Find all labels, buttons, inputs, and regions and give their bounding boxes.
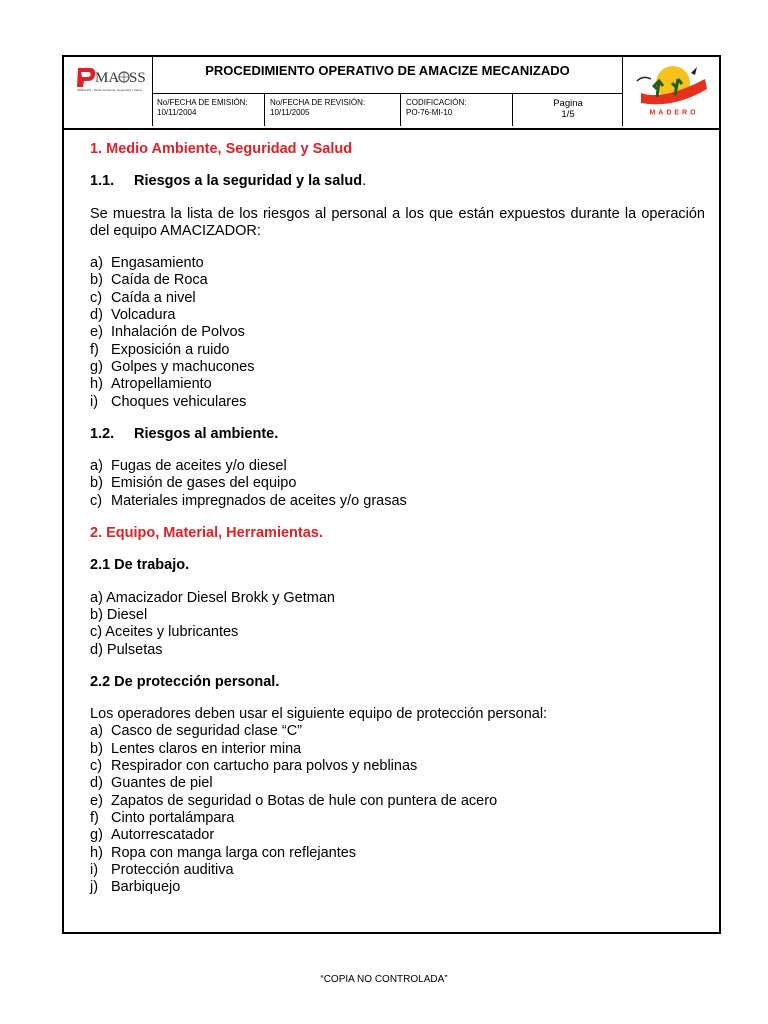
list-item [90, 793, 705, 810]
list-item [90, 493, 705, 510]
list-item [90, 394, 705, 411]
list-item [90, 272, 705, 289]
document-title: PROCEDIMIENTO OPERATIVO DE AMACIZE MECANIZADO [152, 57, 623, 94]
list-marker: i) [90, 393, 99, 410]
list-text: Ropa con manga larga con reflejantes [111, 844, 357, 861]
list-item [90, 845, 705, 862]
list-marker: d) [90, 307, 103, 324]
madero-logo [622, 57, 719, 126]
list-item [90, 359, 705, 376]
list-text: Autorrescatador [111, 827, 215, 844]
list-item [90, 342, 705, 359]
list-marker: i) [90, 861, 99, 878]
list-text: Atropellamiento [111, 376, 212, 393]
list-item [90, 827, 705, 844]
list-text: Exposición a ruido [111, 341, 230, 358]
list-marker: b) [90, 475, 103, 492]
document-header [64, 57, 719, 130]
section-2-2-intro: Los operadores deben usar el siguiente equipo de protección personal: [90, 706, 548, 723]
list-text: Engasamiento [111, 255, 204, 272]
work-equipment-list [90, 590, 705, 659]
logo-text: MA [95, 70, 120, 86]
list-marker: c) [90, 492, 103, 509]
list-text: Caída a nivel [111, 289, 196, 306]
list-marker: j) [90, 879, 99, 896]
list-marker: e) [90, 324, 103, 341]
list-marker: a) [90, 458, 103, 475]
section-1-1-heading: 1.1. Riesgos a la seguridad y la salud. [90, 173, 367, 190]
safety-risk-list [90, 255, 705, 411]
list-marker: b) [90, 740, 103, 757]
list-text: Inhalación de Polvos [111, 324, 245, 341]
list-text: Respirador con cartucho para polvos y neblinas [111, 758, 418, 775]
list-text: Caída de Roca [111, 272, 208, 289]
footer-note: “COPIA NO CONTROLADA” [320, 974, 448, 985]
list-item: b) Diesel [90, 606, 148, 623]
ppe-list [90, 723, 705, 896]
list-marker: c) [90, 758, 103, 775]
list-item: c) Aceites y lubricantes [90, 624, 239, 641]
list-text: Cinto portalámpara [111, 809, 235, 826]
list-marker: f) [90, 809, 99, 826]
list-marker: f) [90, 341, 99, 358]
list-item [90, 862, 705, 879]
emission-date-cell: No/FECHA DE EMISIÓN: 10/11/2004 [152, 94, 265, 126]
list-text: Golpes y machucones [111, 358, 255, 375]
list-text: Emisión de gases del equipo [111, 475, 297, 492]
list-item [90, 879, 705, 896]
list-text: Fugas de aceites y/o diesel [111, 458, 287, 475]
list-text: Volcadura [111, 307, 176, 324]
list-marker: h) [90, 376, 103, 393]
list-text: Protección auditiva [111, 861, 234, 878]
list-marker: g) [90, 827, 103, 844]
section-1-2-heading: 1.2. Riesgos al ambiente. [90, 425, 279, 442]
list-item [90, 255, 705, 272]
section-2-2-heading: 2.2 De protección personal. [90, 673, 280, 690]
list-text: Choques vehiculares [111, 393, 247, 410]
svg-text:PEÑOLES · Medio Ambiente, Segu: PEÑOLES · Medio Ambiente, Seguridad y Salud [77, 88, 142, 92]
page-cell: Pagina 1/5 [553, 98, 583, 120]
list-text: Guantes de piel [111, 775, 213, 792]
list-text: Barbiquejo [111, 879, 181, 896]
list-text: Lentes claros en interior mina [111, 740, 302, 757]
list-item [90, 741, 705, 758]
list-marker: e) [90, 792, 103, 809]
list-item [90, 723, 705, 740]
mass-logo [64, 57, 153, 126]
svg-text:MADERO: MADERO [649, 109, 699, 117]
list-item [90, 290, 705, 307]
list-text: Materiales impregnados de aceites y/o grasas [111, 492, 407, 509]
list-item [90, 376, 705, 393]
list-marker: a) [90, 255, 103, 272]
list-item [90, 324, 705, 341]
revision-date-cell: No/FECHA DE REVISIÓN: 10/11/2005 [265, 94, 401, 126]
list-item [90, 810, 705, 827]
svg-text:SS: SS [129, 70, 146, 86]
document-body [90, 141, 705, 896]
list-item: a) Amacizador Diesel Brokk y Getman [90, 589, 335, 606]
section-1-title: 1. Medio Ambiente, Seguridad y Salud [90, 141, 353, 157]
code-cell: CODIFICACIÓN: PO-76-MI-10 [401, 94, 513, 126]
list-item [90, 475, 705, 492]
section-2-title: 2. Equipo, Material, Herramientas. [90, 525, 323, 542]
list-text: Zapatos de seguridad o Botas de hule con puntera de acero [111, 792, 498, 809]
list-item [90, 307, 705, 324]
list-item: d) Pulsetas [90, 641, 163, 658]
list-marker: h) [90, 844, 103, 861]
list-text: Casco de seguridad clase “C” [111, 723, 303, 740]
list-item [90, 775, 705, 792]
list-marker: a) [90, 723, 103, 740]
list-item [90, 758, 705, 775]
list-marker: g) [90, 358, 103, 375]
environment-risk-list [90, 458, 705, 510]
section-2-1-heading: 2.1 De trabajo. [90, 557, 190, 574]
list-item [90, 458, 705, 475]
list-marker: c) [90, 289, 103, 306]
section-1-1-intro: Se muestra la lista de los riesgos al personal a los que están expuestos durante la operación del equipo AMACIZADOR: [90, 205, 705, 239]
list-marker: b) [90, 272, 103, 289]
list-marker: d) [90, 775, 103, 792]
document-frame [62, 55, 721, 934]
